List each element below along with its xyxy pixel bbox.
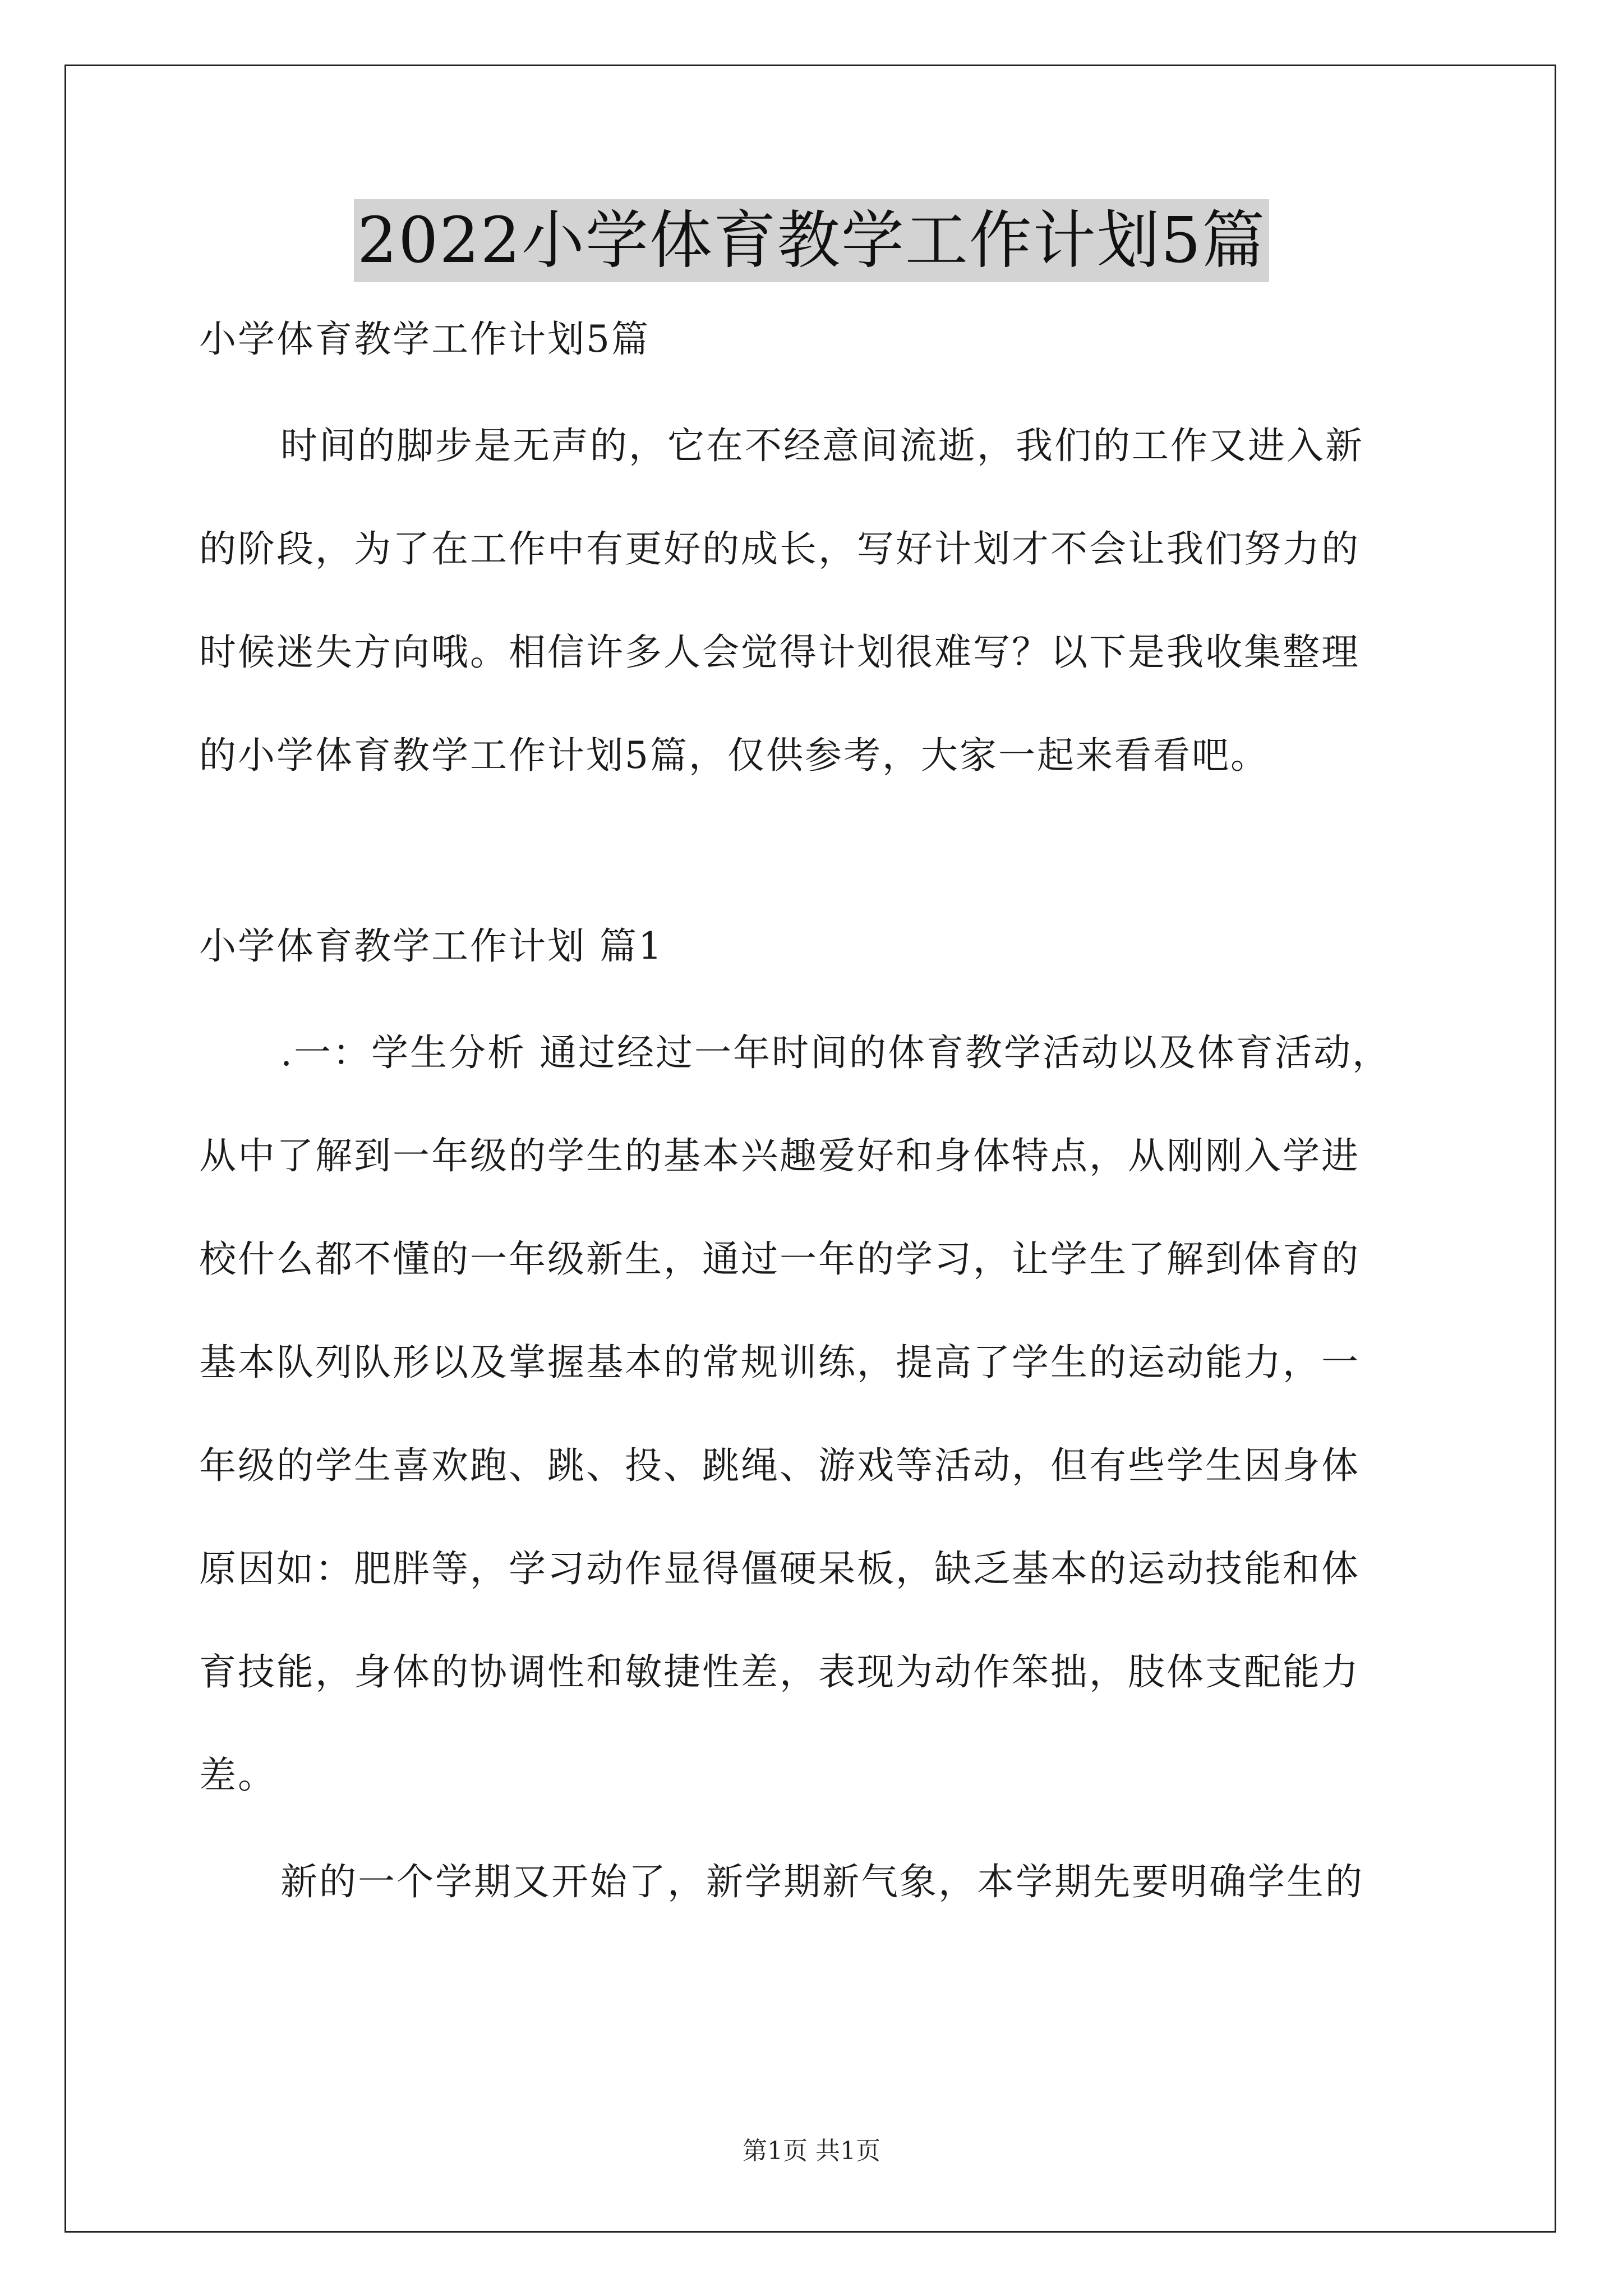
intro-line: 的阶段，为了在工作中有更好的成长，写好计划才不会让我们努力的 xyxy=(199,527,1360,570)
paragraph-line: .一：学生分析 通过经过一年时间的体育教学活动以及体育活动， xyxy=(280,1031,1391,1074)
document-body xyxy=(199,314,1433,1907)
paragraph-line: 年级的学生喜欢跑、跳、投、跳绳、游戏等活动，但有些学生因身体 xyxy=(199,1444,1360,1487)
section-paragraph-2 xyxy=(199,1857,1433,1907)
intro-paragraph xyxy=(199,421,1433,781)
document-title: 2022小学体育教学工作计划5篇 xyxy=(354,199,1269,282)
paragraph-line: 校什么都不懂的一年级新生，通过一年的学习，让学生了解到体育的 xyxy=(199,1237,1360,1281)
intro-line: 时间的脚步是无声的，它在不经意间流逝，我们的工作又进入新 xyxy=(280,424,1364,467)
paragraph-line: 原因如：肥胖等，学习动作显得僵硬呆板，缺乏基本的运动技能和体 xyxy=(199,1547,1360,1590)
paragraph-line: 新的一个学期又开始了，新学期新气象，本学期先要明确学生的 xyxy=(280,1860,1364,1903)
section-title: 小学体育教学工作计划 篇1 xyxy=(199,924,663,968)
page-footer: 第1页 共1页 xyxy=(743,2137,880,2165)
paragraph-line: 从中了解到一年级的学生的基本兴趣爱好和身体特点，从刚刚入学进 xyxy=(199,1134,1360,1177)
paragraph-line: 基本队列队形以及掌握基本的常规训练，提高了学生的运动能力，一 xyxy=(199,1341,1360,1384)
paragraph-line: 育技能，身体的协调性和敏捷性差，表现为动作笨拙，肢体支配能力 xyxy=(199,1650,1360,1694)
intro-line: 时候迷失方向哦。相信许多人会觉得计划很难写？以下是我收集整理 xyxy=(199,631,1360,674)
section-paragraph-1 xyxy=(199,1028,1433,1801)
title-container xyxy=(0,199,1623,282)
document-subtitle: 小学体育教学工作计划5篇 xyxy=(199,318,650,361)
paragraph-line: 差。 xyxy=(199,1754,276,1797)
intro-line: 的小学体育教学工作计划5篇，仅供参考，大家一起来看看吧。 xyxy=(199,734,1269,777)
